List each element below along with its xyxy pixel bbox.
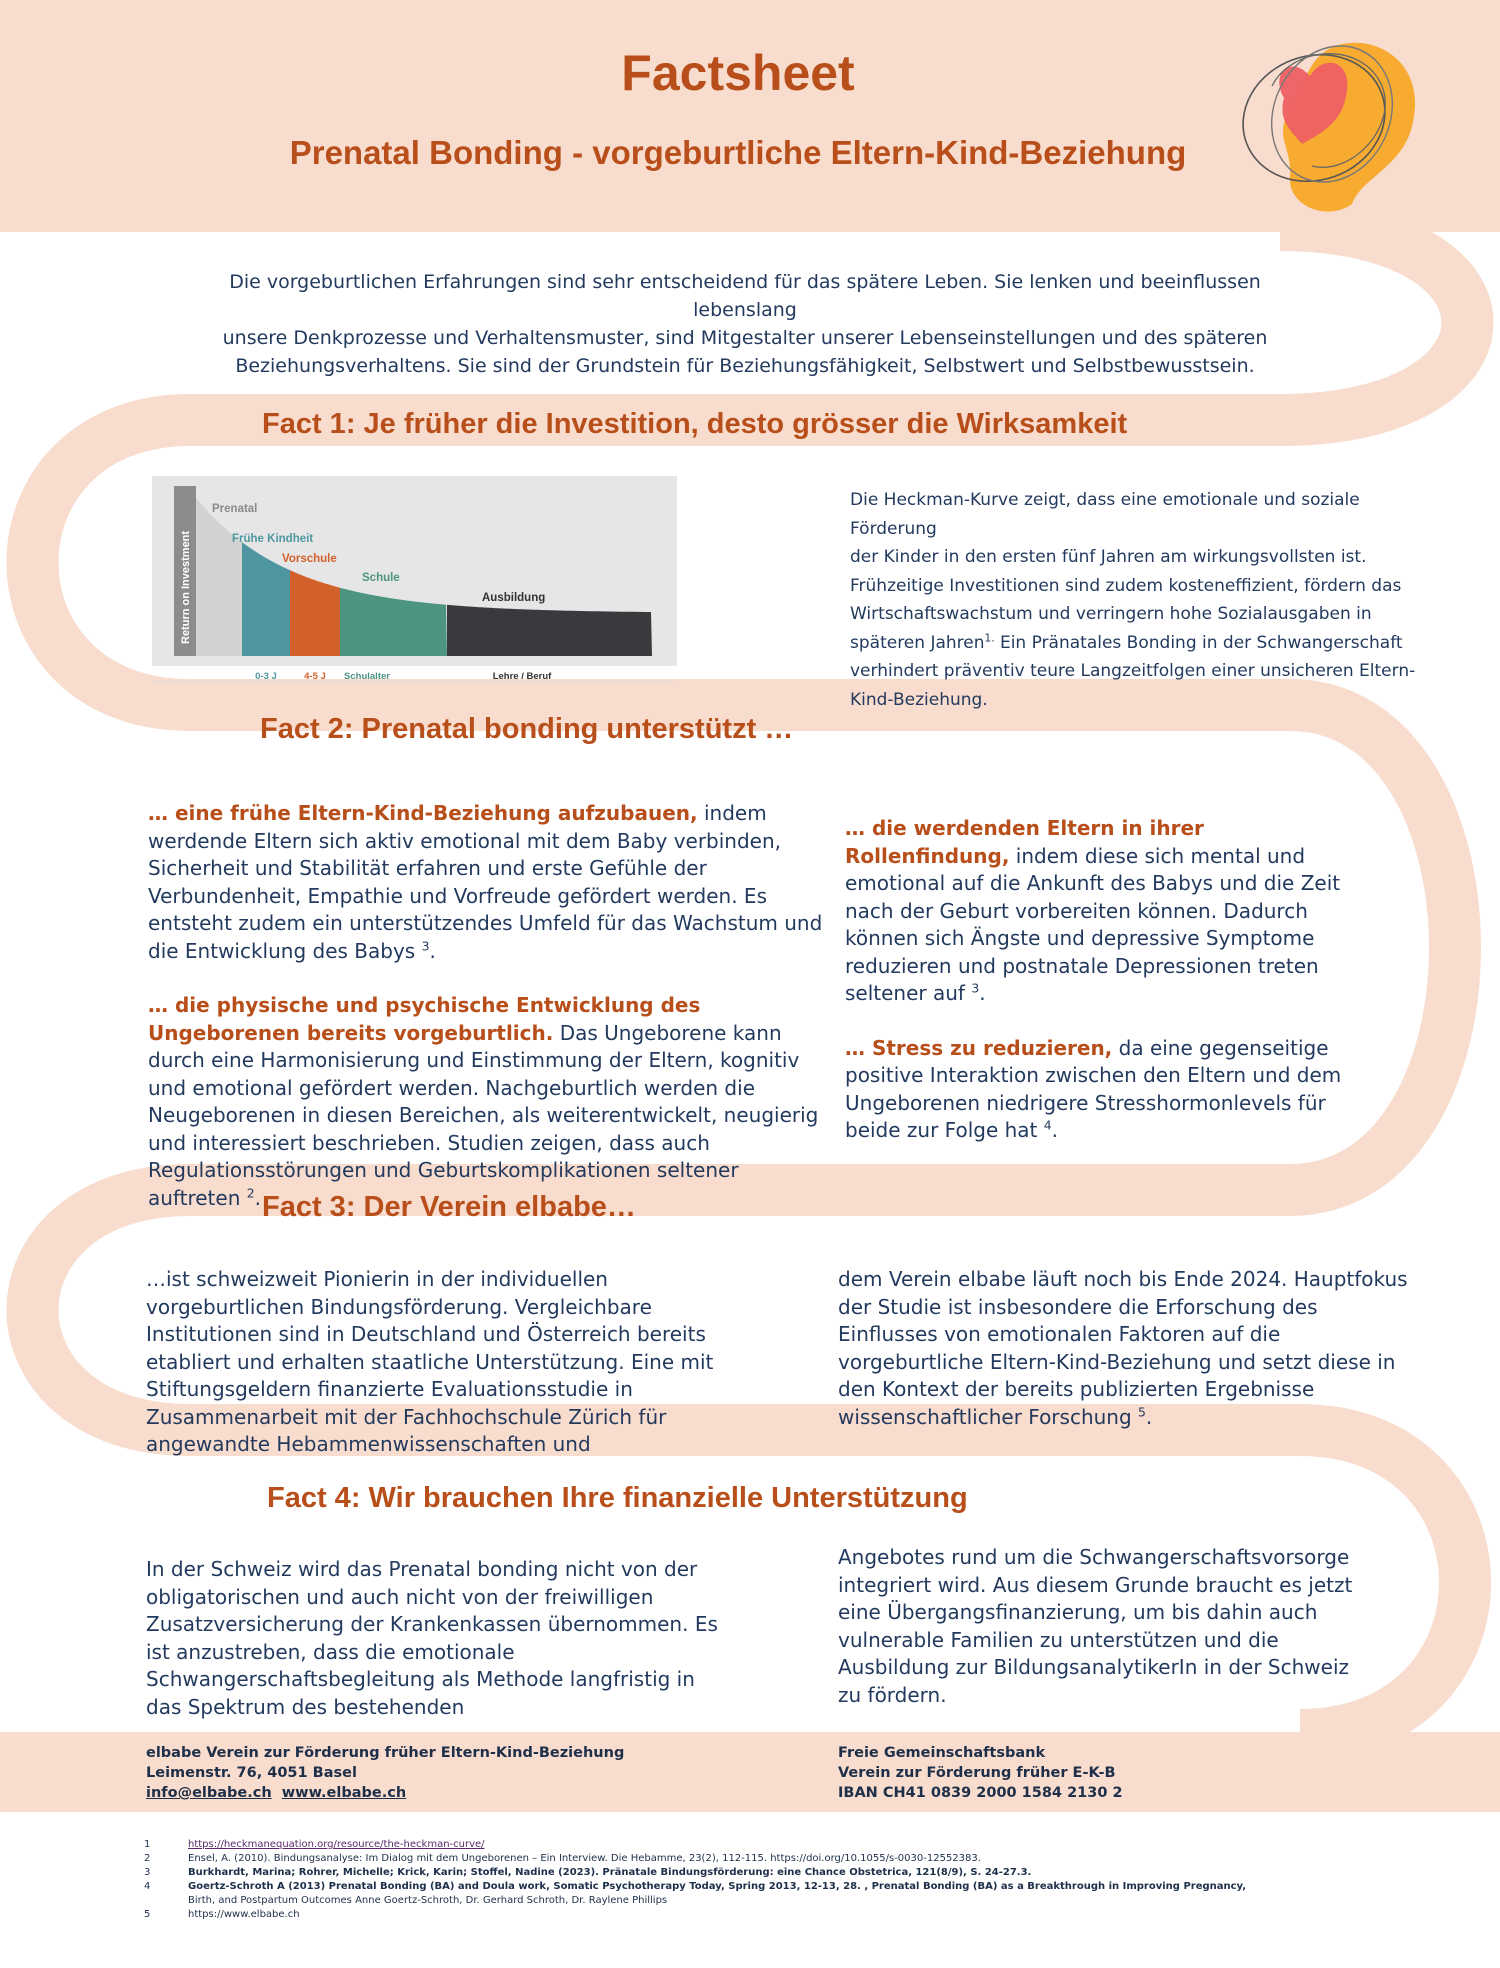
x-tick-label: Schulalter [344, 671, 390, 682]
fact2-paragraph [148, 992, 828, 1212]
paragraph-end: . [429, 938, 436, 963]
footnote-item [140, 1838, 1360, 1852]
chart-segment-label: Vorschule [282, 553, 337, 565]
heckman-curve-chart [152, 476, 682, 686]
footnote-number: 5 [144, 1909, 151, 1920]
fact2-paragraph [845, 1035, 1375, 1145]
fact2-paragraph [845, 815, 1375, 1008]
footer-bank [838, 1743, 1123, 1803]
fact4-heading: Fact 4: Wir brauchen Ihre finanzielle Unterstützung [267, 1482, 968, 1514]
fact2-paragraph [148, 800, 828, 965]
email-link[interactable]: info@elbabe.ch [146, 1785, 272, 1801]
fact1-line: Wirtschaftswachstum und verringern hohe Sozialausgaben in [850, 604, 1372, 624]
footnote-item [140, 1880, 1360, 1894]
fact1-line [850, 629, 1450, 658]
fact1-line: Frühzeitige Investitionen sind zudem kosteneffizient, fördern das [850, 575, 1402, 596]
footnote-item [140, 1894, 1360, 1908]
page-title: Factsheet [621, 45, 855, 101]
fact2-right-column [845, 815, 1375, 1145]
paragraph-lead: … die werdenden Eltern in ihrer Rollenfindung, [845, 816, 1204, 868]
footnote-number: 1 [144, 1839, 151, 1850]
footnote-ref: 4 [1043, 1117, 1052, 1133]
fact3-heading: Fact 3: Der Verein elbabe… [262, 1191, 636, 1223]
bank-account-name: Verein zur Förderung früher E-K-B [838, 1765, 1116, 1781]
fact2-heading: Fact 2: Prenatal bonding unterstützt … [260, 713, 794, 745]
fact4-left-column [146, 1556, 736, 1721]
chart-segment-label: Ausbildung [482, 592, 546, 604]
bank-iban: IBAN CH41 0839 2000 1584 2130 2 [838, 1785, 1123, 1801]
paragraph-end: . [254, 1185, 261, 1210]
chart-segment-5 [447, 605, 652, 656]
footer-address [146, 1743, 624, 1803]
footnote-link[interactable]: https://heckmanequation.org/resource/the-heckman-curve/ [188, 1839, 485, 1850]
footnote-number [140, 1894, 188, 1908]
website-link[interactable]: www.elbabe.ch [281, 1785, 407, 1801]
intro-line: Die vorgeburtlichen Erfahrungen sind sehr entscheidend für das spätere Leben. Sie lenken und beeinflussen lebenslang [229, 271, 1261, 321]
intro-paragraph [185, 268, 1305, 380]
fact4-paragraph: In der Schweiz wird das Prenatal bonding nicht von der obligatorischen und auch nicht von der freiwilligen Zusatzversicherung der Krankenkassen übernommen. Es ist anzustreben, dass die emotionale Schwangerschaftsbegleitung als Methode langfristig in das Spektrum des bestehenden [146, 1557, 718, 1719]
fact3-paragraph: …ist schweizweit Pionierin in der individuellen vorgeburtlichen Bindungsförderung. Vergleichbare Institutionen sind in Deutschland und Österreich bereits etabliert und erhalten staatliche Unterstützung. Eine mit Stiftungsgeldern finanzierte Evaluationsstudie in Zusammenarbeit mit der Fachhochschule Zürich für angewandte Hebammenwissenschaften und [146, 1267, 714, 1456]
paragraph-end: . [1145, 1404, 1153, 1429]
paragraph-lead: … Stress zu reduzieren, [845, 1035, 1113, 1060]
fact1-line-text: Ein Pränatales Bonding in der Schwangerschaft [994, 632, 1403, 653]
footnote-number: 2 [144, 1853, 151, 1864]
x-tick-label: 4-5 J [304, 671, 326, 682]
paragraph-lead: … eine frühe Eltern-Kind-Beziehung aufzubauen, [148, 801, 698, 825]
footnote-text: Goertz-Schroth A (2013) Prenatal Bonding (BA) and Doula work, Somatic Psychotherapy Today, Spring 2013, 12-13, 28. , Prenatal Bonding (BA) as a Breakthrough in Improving Pregnancy, [188, 1881, 1247, 1892]
footer-contact [146, 1783, 624, 1803]
footnote-item [140, 1852, 1360, 1866]
page-subtitle: Prenatal Bonding - vorgeburtliche Eltern-Kind-Beziehung [289, 134, 1187, 171]
paragraph-text: indem diese sich mental und emotional auf die Ankunft des Babys und die Zeit nach der Geburt vorbereiten können. Dadurch können sich Ängste und depressive Symptome reduzieren und postnatale Depressionen treten seltener auf [845, 843, 1341, 1005]
fact4-right-column [838, 1544, 1378, 1709]
fact1-heading: Fact 1: Je früher die Investition, desto grösser die Wirksamkeit [262, 408, 1128, 440]
intro-line: unsere Denkprozesse und Verhaltensmuster, sind Mitgestalter unserer Lebenseinstellungen und des späteren [222, 327, 1268, 349]
fact1-line-text: späteren Jahren [850, 632, 985, 653]
paragraph-text: Das Ungeborene kann durch eine Harmonisierung und Einstimmung der Eltern, kognitiv und emotional gefördert werden. Nachgeburtlich werden die Neugeborenen in diesen Bereichen, als weiterentwickelt, neugierig und interessiert beschrieben. Studien zeigen, dass auch Regulationsstörungen und Geburtskomplikationen seltener auftreten [148, 1020, 819, 1210]
paragraph-lead: … die physische und psychische Entwicklung des Ungeborenen bereits vorgeburtlich. [148, 993, 701, 1045]
x-tick-label: Lehre / Beruf [492, 671, 552, 682]
paragraph-end: . [1051, 1118, 1058, 1142]
chart-segment-label: Frühe Kindheit [232, 533, 314, 545]
fact3-right-column [838, 1266, 1408, 1431]
footnote-number: 4 [144, 1881, 151, 1892]
paragraph-text: da eine gegenseitige positive Interaktion zwischen den Eltern und dem Ungeborenen niedrigere Stresshormonlevels für beide zur Folge hat [845, 1035, 1342, 1142]
footnote-text: Birth, and Postpartum Outcomes Anne Goertz-Schroth, Dr. Gerhard Schroth, Dr. Raylene Phillips [188, 1895, 668, 1906]
fact1-line: verhindert präventiv teure Langzeitfolgen einer unsicheren Eltern- [850, 661, 1416, 681]
footnote-text: Ensel, A. (2010). Bindungsanalyse: Im Dialog mit dem Ungeborenen – Ein Interview. Die Hebamme, 23(2), 112-115. https://doi.org/10.1055/s-0030-12552383. [188, 1853, 981, 1864]
bank-name: Freie Gemeinschaftsbank [838, 1745, 1046, 1761]
footer-street: Leimenstr. 76, 4051 Basel [146, 1765, 357, 1781]
fact2-left-column [148, 800, 828, 1212]
chart-segment-label: Schule [362, 572, 400, 584]
footnote-text: https://www.elbabe.ch [188, 1909, 300, 1920]
footnote-ref: 5 [1138, 1403, 1146, 1419]
footnote-ref: 1. [984, 631, 995, 644]
footnote-ref: 3 [971, 980, 980, 996]
paragraph-text: indem werdende Eltern sich aktiv emotional mit dem Baby verbinden, Sicherheit und Stabilität erfahren und erste Gefühle der Verbundenheit, Empathie und Vorfreude gefördert werden. Es entsteht zudem ein unterstützendes Umfeld für das Wachstum und die Entwicklung des Babys [148, 801, 823, 963]
footnote-text: Burkhardt, Marina; Rohrer, Michelle; Krick, Karin; Stoffel, Nadine (2023). Pränatale Bindungsförderung: eine Chance Obstetrica, 121(8/9), S. 24-27.3. [188, 1867, 1032, 1878]
x-tick-label: 0-3 J [255, 671, 277, 682]
chart-segment-label: Prenatal [212, 503, 258, 515]
footnote-ref: 3 [421, 937, 430, 953]
footer-org-name: elbabe Verein zur Förderung früher Eltern-Kind-Beziehung [146, 1745, 625, 1761]
y-axis-label: Return on Investment [180, 530, 192, 644]
footnotes [140, 1838, 1360, 1922]
fact1-text [850, 486, 1450, 714]
paragraph-text: dem Verein elbabe läuft noch bis Ende 2024. Hauptfokus der Studie ist insbesondere die Erforschung des Einflusses von emotionalen Faktoren auf die vorgeburtliche Eltern-Kind-Beziehung und setzt diese in den Kontext der bereits publizierten Ergebnisse wissenschaftlicher Forschung [838, 1267, 1408, 1429]
fact3-left-column [146, 1266, 736, 1459]
fact1-line: Die Heckman-Kurve zeigt, dass eine emotionale und soziale Förderung [850, 490, 1360, 539]
paragraph-end: . [979, 981, 986, 1005]
fact4-paragraph: Angebotes rund um die Schwangerschaftsvorsorge integriert wird. Aus diesem Grunde braucht es jetzt eine Übergangsfinanzierung, um bis dahin auch vulnerable Familien zu unterstützen und die Ausbildung zur BildungsanalytikerIn in der Schweiz zu fördern. [838, 1545, 1353, 1707]
fact1-line: der Kinder in den ersten fünf Jahren am wirkungsvollsten ist. [850, 547, 1367, 567]
footnote-number: 3 [144, 1867, 151, 1878]
footnote-item [140, 1866, 1360, 1880]
footnote-item [140, 1908, 1360, 1922]
intro-line: Beziehungsverhaltens. Sie sind der Grundstein für Beziehungsfähigkeit, Selbstwert und Selbstbewusstsein. [235, 355, 1255, 377]
footnote-ref: 2 [246, 1184, 255, 1200]
fact1-line: Kind-Beziehung. [850, 689, 988, 710]
fact3-paragraph [838, 1266, 1408, 1431]
